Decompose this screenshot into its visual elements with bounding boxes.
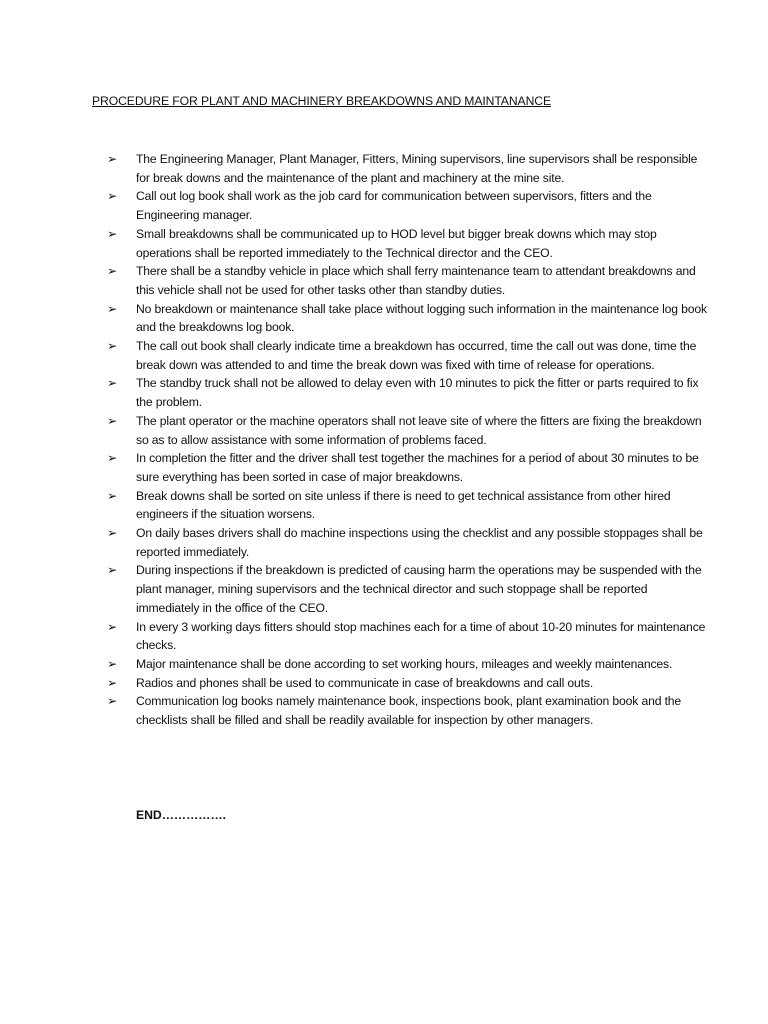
- arrow-bullet-icon: ➢: [107, 376, 118, 391]
- list-item-text: The call out book shall clearly indicate time a breakdown has occurred, time the call out was done, time the break down was attended to and time the break down was fixed with time of release for operations.: [136, 339, 697, 372]
- list-item: [107, 692, 707, 729]
- list-item-text: In every 3 working days fitters should stop machines each for a time of about 10-20 minutes for maintenance checks.: [136, 619, 706, 653]
- arrow-bullet-icon: ➢: [107, 526, 118, 541]
- list-item: [107, 150, 707, 187]
- list-item: [107, 524, 707, 561]
- list-item-text: Radios and phones shall be used to communicate in case of breakdowns and call outs.: [136, 675, 594, 690]
- list-item: [107, 674, 707, 693]
- list-item-text: On daily bases drivers shall do machine inspections using the checklist and any possible stoppages shall be reported immediately.: [136, 526, 703, 559]
- list-item: [107, 187, 707, 224]
- arrow-bullet-icon: ➢: [107, 339, 118, 354]
- list-item: [107, 225, 707, 262]
- arrow-bullet-icon: ➢: [107, 619, 118, 634]
- list-item-text: The plant operator or the machine operators shall not leave site of where the fitters are fixing the breakdown so as to allow assistance with some information of problems faced.: [136, 413, 702, 447]
- list-item: [107, 487, 707, 524]
- arrow-bullet-icon: ➢: [107, 226, 118, 241]
- list-item: [107, 449, 707, 486]
- list-item: [107, 618, 707, 655]
- arrow-bullet-icon: ➢: [107, 152, 118, 166]
- list-item-text: There shall be a standby vehicle in place which shall ferry maintenance team to attendant breakdowns and this vehicle shall not be used for other tasks other than standby duties.: [136, 264, 696, 297]
- arrow-bullet-icon: ➢: [107, 264, 118, 279]
- list-item: [107, 655, 707, 674]
- list-item: [107, 262, 707, 299]
- arrow-bullet-icon: ➢: [107, 694, 118, 709]
- list-item: [107, 374, 707, 411]
- list-item: [107, 300, 707, 337]
- list-item: [107, 412, 707, 449]
- arrow-bullet-icon: ➢: [107, 488, 118, 503]
- arrow-bullet-icon: ➢: [107, 413, 118, 428]
- procedure-list: [107, 150, 707, 730]
- arrow-bullet-icon: ➢: [107, 563, 118, 578]
- list-item-text: Small breakdowns shall be communicated up to HOD level but bigger break downs which may stop operations shall be reported immediately to the Technical director and the CEO.: [136, 226, 657, 260]
- arrow-bullet-icon: ➢: [107, 675, 118, 690]
- list-item-text: Call out log book shall work as the job card for communication between supervisors, fitters and the Engineering manager.: [136, 189, 652, 223]
- list-item-text: Communication log books namely maintenance book, inspections book, plant examination book and the checklists shall be filled and shall be readily available for inspection by other managers.: [136, 694, 682, 728]
- list-item: [107, 337, 707, 374]
- list-item-text: During inspections if the breakdown is predicted of causing harm the operations may be suspended with the plant manager, mining supervisors and the technical director and such stoppage shall be reported immediately in the office of the CEO.: [136, 563, 702, 615]
- list-item-text: Major maintenance shall be done according to set working hours, mileages and weekly maintenances.: [136, 656, 673, 671]
- list-item-text: The standby truck shall not be allowed to delay even with 10 minutes to pick the fitter or parts required to fix the problem.: [136, 376, 699, 410]
- end-marker: END…………….: [136, 808, 227, 822]
- list-item-text: In completion the fitter and the driver shall test together the machines for a period of about 30 minutes to be sure everything has been sorted in case of major breakdowns.: [136, 451, 699, 484]
- arrow-bullet-icon: ➢: [107, 301, 118, 316]
- list-item-text: The Engineering Manager, Plant Manager, Fitters, Mining supervisors, line supervisors shall be responsible for break downs and the maintenance of the plant and machinery at the mine site.: [136, 152, 698, 185]
- list-item: [107, 561, 707, 617]
- list-item-text: Break downs shall be sorted on site unless if there is need to get technical assistance from other hired engineers if the situation worsens.: [136, 488, 671, 522]
- arrow-bullet-icon: ➢: [107, 656, 118, 671]
- list-item-text: No breakdown or maintenance shall take place without logging such information in the maintenance log book and the breakdowns log book.: [136, 301, 707, 335]
- arrow-bullet-icon: ➢: [107, 451, 118, 466]
- document-title: PROCEDURE FOR PLANT AND MACHINERY BREAKDOWNS AND MAINTANANCE: [92, 94, 552, 108]
- arrow-bullet-icon: ➢: [107, 189, 118, 204]
